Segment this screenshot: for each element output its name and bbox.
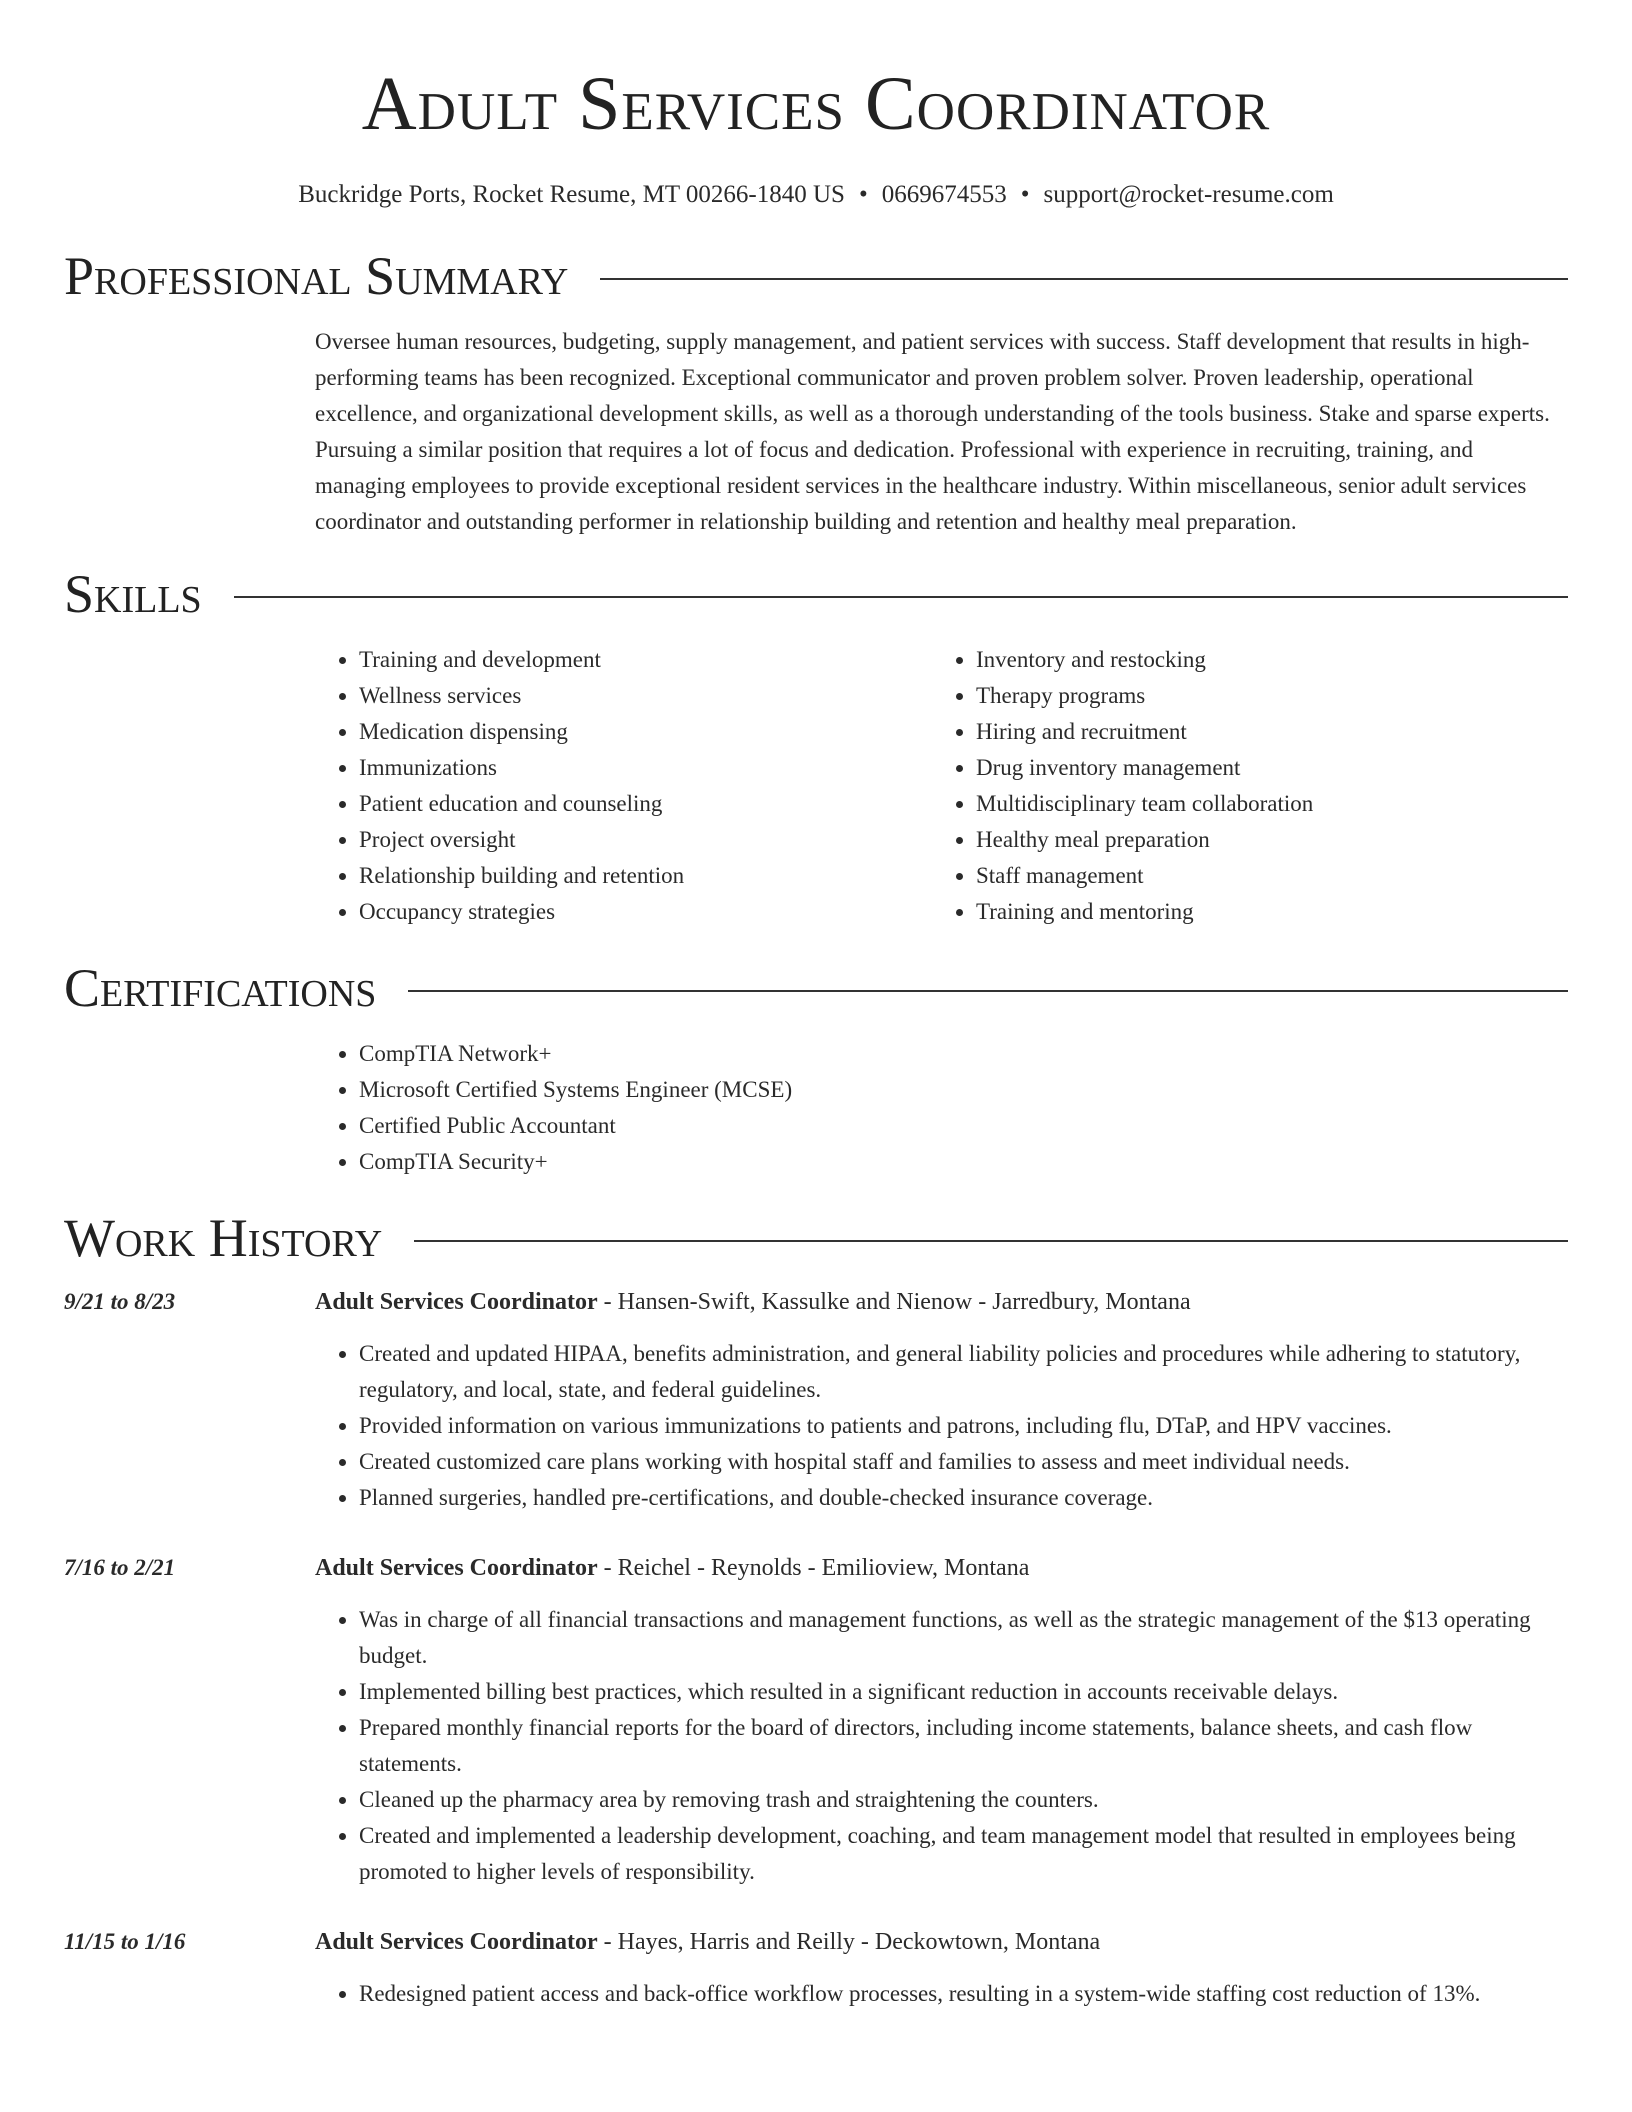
job-dates: 7/16 to 2/21 bbox=[64, 1555, 176, 1580]
job-bullet: • Provided information on various immunizations to patients and patrons, including flu, DTaP, and HPV vaccines. bbox=[359, 1408, 1568, 1444]
job-employer: - Reichel - Reynolds - Emilioview, Montana bbox=[597, 1555, 1030, 1581]
contact-email: support@rocket-resume.com bbox=[1043, 181, 1334, 208]
certification-item: • Certified Public Accountant bbox=[359, 1108, 1568, 1144]
job-bullet: • Was in charge of all financial transactions and management functions, as well as the strategic management of the $13 operating budget. bbox=[359, 1602, 1568, 1674]
contact-phone: 0669674553 bbox=[881, 181, 1007, 208]
skill-item: • Healthy meal preparation bbox=[976, 822, 1549, 858]
skill-item: • Multidisciplinary team collaboration bbox=[976, 786, 1549, 822]
job-bullet: • Prepared monthly financial reports for the board of directors, including income statements, balance sheets, and cash flow statements. bbox=[359, 1710, 1568, 1782]
certification-item: • CompTIA Network+ bbox=[359, 1036, 1568, 1072]
skill-item: • Patient education and counseling bbox=[359, 786, 932, 822]
job-bullet: • Created and implemented a leadership development, coaching, and team management model that resulted in employees being promoted to higher levels of responsibility. bbox=[359, 1818, 1568, 1890]
job-bullet: • Created customized care plans working with hospital staff and families to assess and meet individual needs. bbox=[359, 1444, 1568, 1480]
section-divider bbox=[234, 596, 1568, 598]
summary-body bbox=[315, 324, 1568, 540]
job-bullet-list bbox=[315, 1336, 1568, 1516]
job-header bbox=[64, 1284, 1568, 1320]
work-section-title: Work History bbox=[64, 1208, 383, 1268]
job-dates: 11/15 to 1/16 bbox=[64, 1929, 186, 1954]
skills-section-title: Skills bbox=[64, 564, 202, 624]
job-title-line bbox=[315, 1550, 1029, 1586]
job-bullet: • Created and updated HIPAA, benefits administration, and general liability policies and procedures while adhering to statutory, regulatory, and local, state, and federal guidelines. bbox=[359, 1336, 1568, 1408]
job-title: Adult Services Coordinator bbox=[315, 1555, 598, 1581]
job-employer: - Hansen-Swift, Kassulke and Nienow - Jarredbury, Montana bbox=[597, 1289, 1191, 1315]
work-section-header bbox=[64, 1206, 1568, 1270]
skill-item: • Relationship building and retention bbox=[359, 858, 932, 894]
certifications-items bbox=[315, 1036, 1568, 1180]
skill-item: • Staff management bbox=[976, 858, 1549, 894]
certification-item: • Microsoft Certified Systems Engineer (MCSE) bbox=[359, 1072, 1568, 1108]
certification-item: • CompTIA Security+ bbox=[359, 1144, 1568, 1180]
job-bullet: • Implemented billing best practices, which resulted in a significant reduction in accounts receivable delays. bbox=[359, 1674, 1568, 1710]
skill-item: • Immunizations bbox=[359, 750, 932, 786]
job-bullet: • Cleaned up the pharmacy area by removing trash and straightening the counters. bbox=[359, 1782, 1568, 1818]
skill-item: • Medication dispensing bbox=[359, 714, 932, 750]
contact-line bbox=[64, 180, 1568, 210]
job-employer: - Hayes, Harris and Reilly - Deckowtown, Montana bbox=[597, 1929, 1101, 1955]
job-entry bbox=[64, 1924, 1568, 2012]
skill-item: • Drug inventory management bbox=[976, 750, 1549, 786]
resume-name: Adult Services Coordinator bbox=[361, 62, 1271, 146]
job-bullet-list bbox=[315, 1602, 1568, 1890]
skill-item: • Training and development bbox=[359, 642, 932, 678]
job-entry bbox=[64, 1284, 1568, 1516]
job-title: Adult Services Coordinator bbox=[315, 1289, 598, 1315]
contact-separator: • bbox=[858, 181, 868, 208]
job-entry bbox=[64, 1550, 1568, 1890]
job-title: Adult Services Coordinator bbox=[315, 1929, 598, 1955]
contact-separator: • bbox=[1020, 181, 1030, 208]
skill-item: • Project oversight bbox=[359, 822, 932, 858]
section-divider bbox=[408, 990, 1568, 992]
job-dates: 9/21 to 8/23 bbox=[64, 1289, 176, 1314]
job-title-line bbox=[315, 1284, 1191, 1320]
summary-section-title: Professional Summary bbox=[64, 246, 569, 306]
job-bullet-list bbox=[315, 1976, 1568, 2012]
skills-section-header bbox=[64, 562, 1568, 626]
summary-section-header bbox=[64, 244, 1568, 308]
certifications-list bbox=[315, 1036, 1568, 1180]
skills-column-right bbox=[932, 642, 1549, 930]
job-header bbox=[64, 1924, 1568, 1960]
skill-item: • Wellness services bbox=[359, 678, 932, 714]
job-bullets bbox=[315, 1336, 1568, 1516]
job-bullets bbox=[315, 1602, 1568, 1890]
section-divider bbox=[600, 278, 1568, 280]
skill-item: • Hiring and recruitment bbox=[976, 714, 1549, 750]
skills-list bbox=[315, 642, 1568, 930]
job-bullets bbox=[315, 1976, 1568, 2012]
certifications-section-title: Certifications bbox=[64, 958, 377, 1018]
job-title-line bbox=[315, 1924, 1100, 1960]
summary-text: Oversee human resources, budgeting, supply management, and patient services with success. Staff development that results in high-performing teams has been recognized. Exceptional communicator and proven problem solver. Proven leadership, operational excellence, and organizational development skills, as well as a thorough understanding of the tools business. Stake and sparse experts. Pursuing a similar position that requires a lot of focus and dedication. Professional with experience in recruiting, training, and managing employees to provide exceptional resident services in the healthcare industry. Within miscellaneous, senior adult services coordinator and outstanding performer in relationship building and retention and healthy meal preparation. bbox=[315, 329, 1550, 534]
skill-item: • Occupancy strategies bbox=[359, 894, 932, 930]
skills-column-left bbox=[315, 642, 932, 930]
section-divider bbox=[414, 1240, 1568, 1242]
skill-item: • Inventory and restocking bbox=[976, 642, 1549, 678]
contact-address: Buckridge Ports, Rocket Resume, MT 00266-1840 US bbox=[298, 181, 845, 208]
resume-page bbox=[64, 0, 1568, 2012]
job-bullet: • Redesigned patient access and back-office workflow processes, resulting in a system-wide staffing cost reduction of 13%. bbox=[359, 1976, 1568, 2012]
skill-item: • Therapy programs bbox=[976, 678, 1549, 714]
certifications-section-header bbox=[64, 956, 1568, 1020]
job-header bbox=[64, 1550, 1568, 1586]
skill-item: • Training and mentoring bbox=[976, 894, 1549, 930]
job-bullet: • Planned surgeries, handled pre-certifications, and double-checked insurance coverage. bbox=[359, 1480, 1568, 1516]
